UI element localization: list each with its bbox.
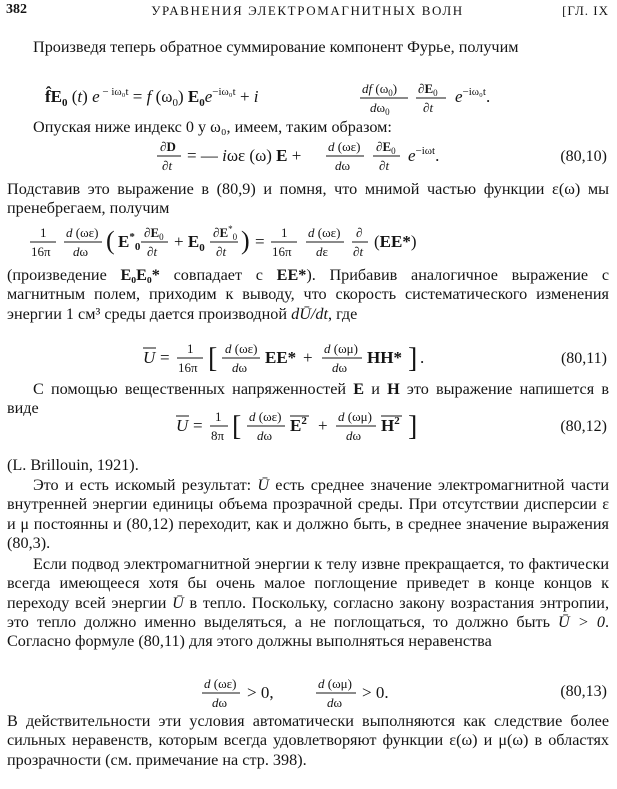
svg-text:∂E0: $\partial E_0$ xyxy=(376,139,396,156)
paragraph-4: (произведение E₀E₀* совпадает с EE*). Прибавив аналогичное выражение с магнитным полем, приходим к выводу, что скорость систематического изменения энергии 1 см³ среды дается производной dŪ/dt, где xyxy=(7,266,610,323)
svg-text:f̂E0 (t) e − iω₀t = f (ω0) E0e: $f̂E_0$ (t) e $^{- i\omega_0t}$ = f $(\omega_0) E_0e^{-i\omega_0t} + i$ xyxy=(45,86,259,109)
svg-text:∂t: ∂t xyxy=(353,244,364,259)
svg-text:e−iω₀t.: $e^{-i\omega_0t}$. xyxy=(455,86,491,106)
equation-number: (80,11) xyxy=(560,350,607,367)
page-number: 382 xyxy=(6,2,27,17)
chapter-label: [ГЛ. IX xyxy=(562,3,609,18)
paragraph-2: Опуская ниже индекс 0 у ω₀, имеем, таким образом: xyxy=(33,118,392,136)
svg-text:+: + xyxy=(303,348,313,367)
svg-text:> 0.: > 0. xyxy=(362,683,389,702)
equation-80-13 xyxy=(0,673,617,713)
equation-80-12 xyxy=(0,406,617,446)
svg-text:HH*: HH* xyxy=(367,348,402,367)
svg-text:d (ωμ): d (ωμ) xyxy=(338,409,372,424)
svg-text:=: = xyxy=(193,416,203,435)
equation-number: (80,10) xyxy=(560,148,607,165)
inline-u-bar: Ū xyxy=(172,593,184,612)
svg-text:1: 1 xyxy=(40,225,47,240)
svg-text:d (ωμ): d (ωμ) xyxy=(318,676,352,691)
svg-text:dω0: $d\omega_0$ xyxy=(370,100,390,117)
svg-text:dω: dω xyxy=(335,158,351,173)
svg-text:E*0: $E^*_0$ xyxy=(118,231,141,253)
svg-text:e−iωt.: $e^{-i\omega t}$. xyxy=(408,145,440,165)
inline-u-positive: Ū > 0 xyxy=(558,612,605,631)
svg-text:d (ωε): d (ωε) xyxy=(204,676,237,691)
svg-text:dω: dω xyxy=(73,244,89,259)
svg-text:[: [ xyxy=(208,343,218,374)
svg-text:16π: 16π xyxy=(272,244,292,259)
svg-text:dω: dω xyxy=(332,360,348,375)
running-title: УРАВНЕНИЯ ЭЛЕКТРОМАГНИТНЫХ ВОЛН xyxy=(151,3,464,18)
svg-text:dω: dω xyxy=(327,695,343,710)
svg-text:∂E*0: $\partial E^*_0$ xyxy=(213,224,238,242)
svg-text:d (ωμ): d (ωμ) xyxy=(324,341,358,356)
equation-80-10 xyxy=(0,136,617,176)
svg-text:E2: $E^2$ xyxy=(290,415,307,435)
svg-text:U: U xyxy=(176,416,189,435)
svg-text:dω: dω xyxy=(212,695,228,710)
svg-text:df (ω0): df $(\omega_0)$ xyxy=(362,81,398,98)
svg-text:=: = xyxy=(255,232,265,251)
running-header xyxy=(6,2,609,24)
svg-text:dε: dε xyxy=(316,244,328,259)
svg-text:∂t: ∂t xyxy=(147,244,158,259)
paragraph-1: Произведя теперь обратное суммирование компонент Фурье, получим xyxy=(33,38,519,56)
equation-number: (80,12) xyxy=(560,418,607,435)
inline-h: H xyxy=(387,380,400,398)
paragraph-6: (L. Brillouin, 1921). xyxy=(7,456,139,474)
inline-e0e0star: E₀E₀* xyxy=(120,266,160,284)
svg-text:1: 1 xyxy=(281,225,288,240)
paragraph-8: Если подвод электромагнитной энергии к телу извне прекращается, то фактически всегда имеющееся хотя бы очень малое поглощение приведет в конце концов к переходу всей энергии Ū в тепло. Поскольку, согласно закону возрастания энтропии, это тепло должно именно выделяться, а не поглощаться, то должно быть Ū > 0. Согласно формуле (80,11) для этого должны выполняться неравенства xyxy=(7,555,609,651)
svg-text:∂t: ∂t xyxy=(162,158,173,173)
svg-text:EE*: EE* xyxy=(265,348,297,367)
svg-text:U: U xyxy=(143,348,156,367)
equation-fourier-sum xyxy=(0,78,617,118)
svg-text:∂D: ∂D xyxy=(160,139,176,154)
svg-text:∂: ∂ xyxy=(356,225,363,240)
svg-text:H2: $H^2$ xyxy=(381,415,400,435)
inline-du-dt: dŪ/dt xyxy=(291,304,328,323)
svg-text:1: 1 xyxy=(187,341,194,356)
svg-text:(: ( xyxy=(106,226,115,255)
inline-u-bar: Ū xyxy=(257,476,270,494)
svg-text:16π: 16π xyxy=(31,244,51,259)
svg-text:∂t: ∂t xyxy=(423,100,434,115)
svg-text:d (ωε): d (ωε) xyxy=(66,225,99,240)
svg-text:∂E0: $\partial E_0$ xyxy=(418,81,438,98)
inline-eestar: EE* xyxy=(276,266,307,284)
svg-text:[: [ xyxy=(232,411,242,442)
paragraph-9: В действительности эти условия автоматически выполняются как следствие более сильных неравенств, которым всегда удовлетворяют функции ε(ω) и μ(ω) в областях прозрачности (см. примечание на стр. 398). xyxy=(7,712,609,769)
svg-text:dω: dω xyxy=(257,428,273,443)
svg-text:d (ωε): d (ωε) xyxy=(225,341,258,356)
svg-text:∂t: ∂t xyxy=(216,244,227,259)
svg-text:d (ωε): d (ωε) xyxy=(249,409,282,424)
svg-text:∂t: ∂t xyxy=(379,158,390,173)
svg-text:1: 1 xyxy=(215,409,222,424)
svg-text:8π: 8π xyxy=(211,428,225,443)
paragraph-3: Подставив это выражение в (80,9) и помня, что мнимой частью функции ε(ω) мы пренебрегаем, получим xyxy=(7,180,609,218)
svg-text:(EE*): (EE*) xyxy=(374,232,417,251)
inline-e: E xyxy=(353,380,365,398)
svg-text:∂E0: $\partial E_0$ xyxy=(144,225,164,242)
svg-text:dω: dω xyxy=(346,428,362,443)
svg-text:dω: dω xyxy=(232,360,248,375)
svg-text:+ E0: + $E_0$ xyxy=(174,232,205,254)
equation-80-11 xyxy=(0,338,617,378)
paragraph-7: Это и есть искомый результат: Ū есть среднее значение электромагнитной части внутренней энергии единицы объема прозрачной среды. При отсутствии дисперсии ε и μ постоянны и (80,12) переходит, как и должно быть, в среднее значение выражения (80,3). xyxy=(7,476,610,552)
paragraph-5: С помощью вещественных напряженностей E и H это выражение напишется в виде xyxy=(7,380,609,418)
svg-text:.: . xyxy=(420,348,425,367)
equation-number: (80,13) xyxy=(560,683,607,700)
svg-text:=: = xyxy=(160,348,170,367)
svg-text:d (ωε): d (ωε) xyxy=(308,225,341,240)
svg-text:]: ] xyxy=(408,343,418,374)
equation-energy-derivative xyxy=(0,222,617,262)
svg-text:]: ] xyxy=(408,411,418,442)
svg-text:= — iωε (ω) E +: = — iωε (ω) E + xyxy=(187,146,302,165)
svg-text:): ) xyxy=(241,226,250,255)
svg-text:16π: 16π xyxy=(178,360,198,375)
svg-text:> 0,: > 0, xyxy=(247,683,274,702)
svg-text:+: + xyxy=(318,416,328,435)
svg-text:d (ωε): d (ωε) xyxy=(328,139,361,154)
